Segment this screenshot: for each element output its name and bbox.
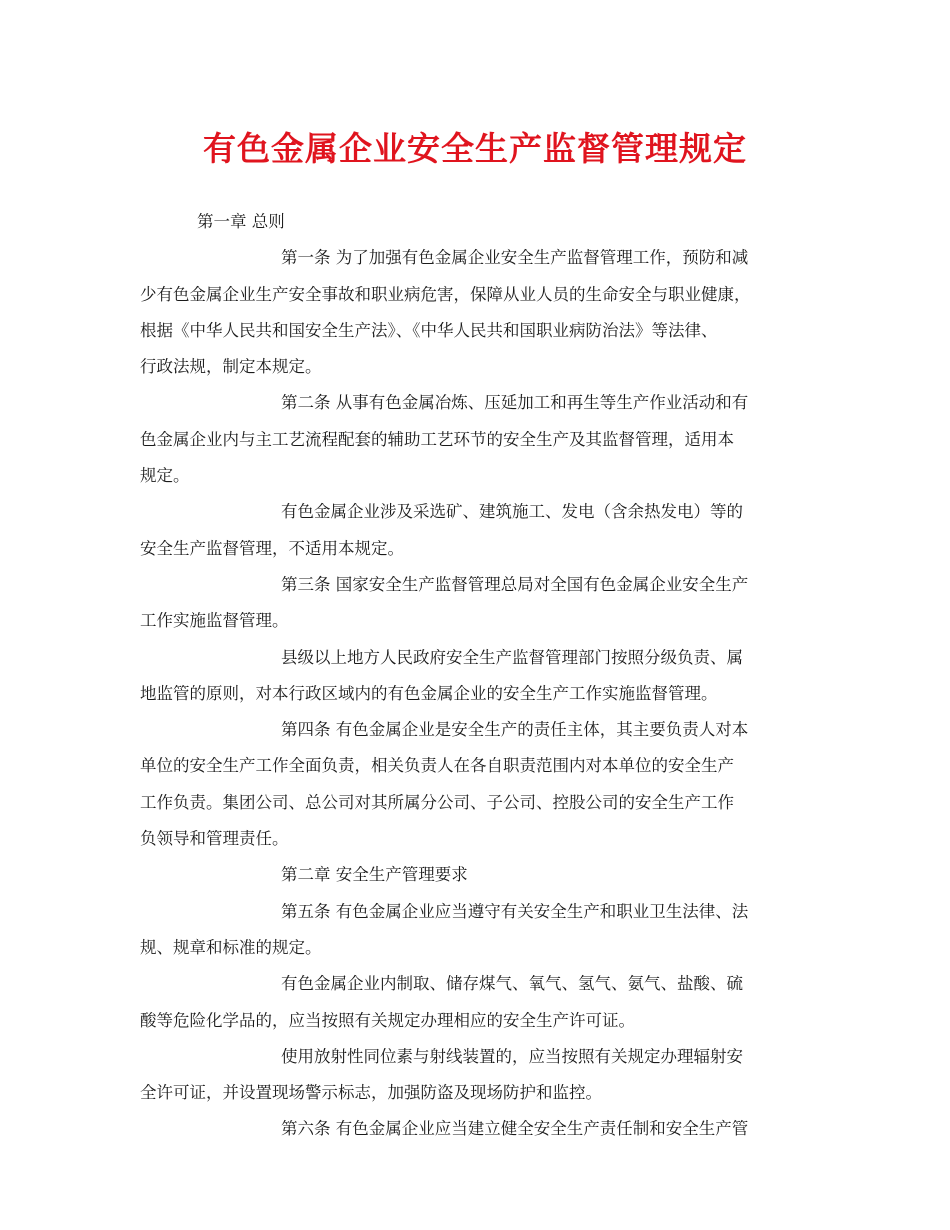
text-line: 单位的安全生产工作全面负责，相关负责人在各自职责范围内对本单位的安全生产 (140, 756, 734, 776)
text-line: 第二章 安全生产管理要求 (281, 865, 468, 885)
text-line: 根据《中华人民共和国安全生产法》、《中华人民共和国职业病防治法》等法律、 (140, 320, 718, 340)
text-line: 全许可证，并设置现场警示标志，加强防盗及现场防护和监控。 (140, 1083, 602, 1103)
text-line: 地监管的原则，对本行政区域内的有色金属企业的安全生产工作实施监督管理。 (140, 683, 718, 703)
text-line: 第二条 从事有色金属冶炼、压延加工和再生等生产作业活动和有 (281, 393, 749, 413)
text-line: 酸等危险化学品的，应当按照有关规定办理相应的安全生产许可证。 (140, 1010, 635, 1030)
text-line: 第六条 有色金属企业应当建立健全安全生产责任制和安全生产管 (281, 1119, 749, 1139)
document-title: 有色金属企业安全生产监督管理规定 (203, 129, 747, 168)
text-line: 有色金属企业涉及采选矿、建筑施工、发电（含余热发电）等的 (281, 502, 743, 522)
text-line: 色金属企业内与主工艺流程配套的辅助工艺环节的安全生产及其监督管理，适用本 (140, 429, 734, 449)
text-line: 规、规章和标准的规定。 (140, 937, 322, 957)
text-line: 工作实施监督管理。 (140, 611, 289, 631)
text-line: 第一条 为了加强有色金属企业安全生产监督管理工作，预防和减 (281, 248, 749, 268)
text-line: 第五条 有色金属企业应当遵守有关安全生产和职业卫生法律、法 (281, 901, 749, 921)
text-line: 县级以上地方人民政府安全生产监督管理部门按照分级负责、属 (281, 647, 743, 667)
text-line: 使用放射性同位素与射线装置的，应当按照有关规定办理辐射安 (281, 1046, 743, 1066)
document-body (140, 204, 812, 1148)
text-line: 少有色金属企业生产安全事故和职业病危害，保障从业人员的生命安全与职业健康， (140, 284, 751, 304)
text-line: 有色金属企业内制取、储存煤气、氧气、氢气、氨气、盐酸、硫 (281, 974, 743, 994)
text-line: 第一章 总则 (197, 212, 285, 231)
text-line: 安全生产监督管理，不适用本规定。 (140, 538, 404, 558)
text-line: 规定。 (140, 466, 190, 486)
text-line: 负领导和管理责任。 (140, 829, 289, 849)
text-line: 第三条 国家安全生产监督管理总局对全国有色金属企业安全生产 (281, 574, 749, 594)
text-line: 行政法规，制定本规定。 (140, 357, 322, 377)
text-line: 工作负责。集团公司、总公司对其所属分公司、子公司、控股公司的安全生产工作 (140, 792, 734, 812)
text-line: 第四条 有色金属企业是安全生产的责任主体，其主要负责人对本 (281, 720, 749, 740)
